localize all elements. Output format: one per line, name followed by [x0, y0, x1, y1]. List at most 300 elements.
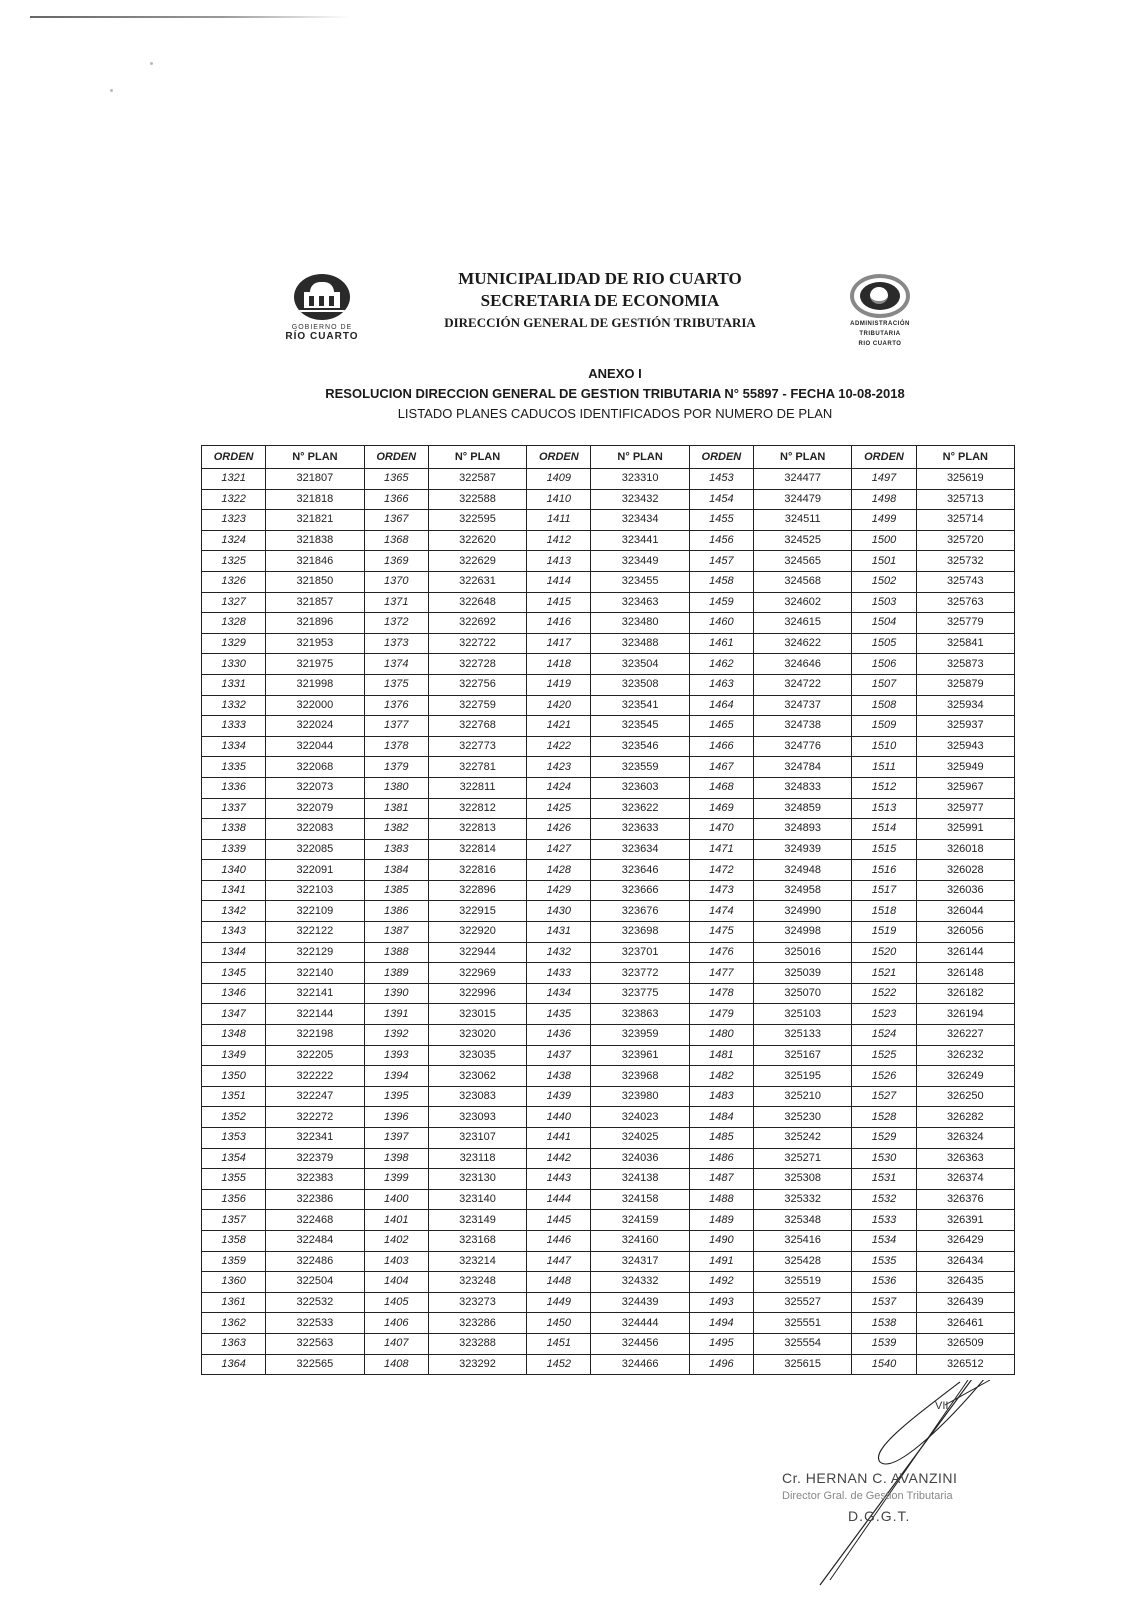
plan-number-cell: 322484	[266, 1230, 364, 1251]
plan-number-cell: 323118	[428, 1148, 526, 1169]
plan-number-cell: 324776	[754, 736, 852, 757]
orden-cell: 1513	[852, 798, 916, 819]
plan-number-cell: 326018	[916, 839, 1014, 860]
plan-number-cell: 324958	[754, 880, 852, 901]
plan-number-cell: 322773	[428, 736, 526, 757]
signature-mark: VII	[935, 1400, 949, 1412]
orden-cell: 1339	[202, 839, 266, 860]
orden-cell: 1467	[689, 757, 753, 778]
plan-number-cell: 325615	[754, 1354, 852, 1375]
plan-number-cell: 323545	[591, 716, 689, 737]
plan-number-cell: 321998	[266, 674, 364, 695]
orden-cell: 1352	[202, 1107, 266, 1128]
plan-number-cell: 322915	[428, 901, 526, 922]
table-row	[202, 1210, 1015, 1231]
orden-cell: 1376	[364, 695, 428, 716]
orden-cell: 1454	[689, 489, 753, 510]
plan-number-cell: 323035	[428, 1045, 526, 1066]
orden-cell: 1444	[527, 1189, 591, 1210]
orden-cell: 1469	[689, 798, 753, 819]
plan-number-cell: 322141	[266, 983, 364, 1004]
plan-number-cell: 326036	[916, 880, 1014, 901]
orden-cell: 1340	[202, 860, 266, 881]
plan-number-cell: 326374	[916, 1169, 1014, 1190]
orden-cell: 1364	[202, 1354, 266, 1375]
orden-cell: 1445	[527, 1210, 591, 1231]
plan-number-cell: 323863	[591, 1004, 689, 1025]
plan-number-cell: 325743	[916, 571, 1014, 592]
plan-number-cell: 323248	[428, 1272, 526, 1293]
orden-cell: 1415	[527, 592, 591, 613]
plan-number-cell: 323701	[591, 942, 689, 963]
table-row	[202, 983, 1015, 1004]
plan-number-cell: 322073	[266, 777, 364, 798]
orden-cell: 1389	[364, 963, 428, 984]
plan-number-cell: 324565	[754, 551, 852, 572]
plan-number-cell: 325271	[754, 1148, 852, 1169]
plan-number-cell: 322383	[266, 1169, 364, 1190]
orden-cell: 1451	[527, 1333, 591, 1354]
plan-number-cell: 323980	[591, 1086, 689, 1107]
orden-cell: 1351	[202, 1086, 266, 1107]
municipality-title: MUNICIPALIDAD DE RIO CUARTO	[458, 269, 742, 288]
plan-number-cell: 325332	[754, 1189, 852, 1210]
plan-number-cell: 324784	[754, 757, 852, 778]
table-row	[202, 1004, 1015, 1025]
plan-number-cell: 321818	[266, 489, 364, 510]
orden-cell: 1360	[202, 1272, 266, 1293]
orden-cell: 1345	[202, 963, 266, 984]
plan-number-cell: 323288	[428, 1333, 526, 1354]
orden-cell: 1358	[202, 1230, 266, 1251]
plan-number-cell: 323449	[591, 551, 689, 572]
orden-cell: 1429	[527, 880, 591, 901]
plan-number-cell: 326324	[916, 1128, 1014, 1149]
orden-cell: 1369	[364, 551, 428, 572]
orden-cell: 1427	[527, 839, 591, 860]
plan-number-cell: 325713	[916, 489, 1014, 510]
plan-number-cell: 324160	[591, 1230, 689, 1251]
plan-number-cell: 325133	[754, 1025, 852, 1046]
orden-cell: 1465	[689, 716, 753, 737]
plan-number-cell: 322768	[428, 716, 526, 737]
plan-number-cell: 325977	[916, 798, 1014, 819]
plan-number-cell: 322504	[266, 1272, 364, 1293]
plan-number-cell: 323698	[591, 922, 689, 943]
plan-number-cell: 325103	[754, 1004, 852, 1025]
logo-right-line2: TRIBUTARIA	[859, 331, 901, 337]
plan-number-cell: 324998	[754, 922, 852, 943]
orden-cell: 1426	[527, 819, 591, 840]
plan-number-cell: 322814	[428, 839, 526, 860]
plan-number-cell: 324622	[754, 633, 852, 654]
plan-number-cell: 324939	[754, 839, 852, 860]
orden-cell: 1344	[202, 942, 266, 963]
table-row	[202, 530, 1015, 551]
table-row	[202, 942, 1015, 963]
plan-number-cell: 324158	[591, 1189, 689, 1210]
column-header-orden: ORDEN	[852, 446, 916, 469]
table-row	[202, 1189, 1015, 1210]
orden-cell: 1443	[527, 1169, 591, 1190]
orden-cell: 1372	[364, 613, 428, 634]
orden-cell: 1460	[689, 613, 753, 634]
plan-number-cell: 322532	[266, 1292, 364, 1313]
plan-number-cell: 324833	[754, 777, 852, 798]
orden-cell: 1435	[527, 1004, 591, 1025]
plan-number-cell: 322341	[266, 1128, 364, 1149]
scan-speck	[150, 62, 153, 65]
orden-cell: 1500	[852, 530, 916, 551]
plan-number-cell: 322044	[266, 736, 364, 757]
orden-cell: 1421	[527, 716, 591, 737]
table-row	[202, 571, 1015, 592]
plan-number-cell: 324990	[754, 901, 852, 922]
orden-cell: 1521	[852, 963, 916, 984]
plan-number-cell: 322386	[266, 1189, 364, 1210]
orden-cell: 1509	[852, 716, 916, 737]
column-header-plan: N° PLAN	[916, 446, 1014, 469]
secretariat-title: SECRETARIA DE ECONOMIA	[480, 291, 720, 310]
orden-cell: 1362	[202, 1313, 266, 1334]
orden-cell: 1503	[852, 592, 916, 613]
orden-cell: 1459	[689, 592, 753, 613]
orden-cell: 1457	[689, 551, 753, 572]
scan-speck	[110, 89, 113, 92]
orden-cell: 1476	[689, 942, 753, 963]
plan-number-cell: 325873	[916, 654, 1014, 675]
orden-cell: 1361	[202, 1292, 266, 1313]
plan-number-cell: 324948	[754, 860, 852, 881]
plan-number-cell: 324602	[754, 592, 852, 613]
plan-number-cell: 322091	[266, 860, 364, 881]
plan-number-cell: 323961	[591, 1045, 689, 1066]
plan-number-cell: 323149	[428, 1210, 526, 1231]
orden-cell: 1322	[202, 489, 266, 510]
plan-number-cell: 325242	[754, 1128, 852, 1149]
plan-number-cell: 325619	[916, 469, 1014, 490]
table-row	[202, 757, 1015, 778]
plan-number-cell: 326028	[916, 860, 1014, 881]
plan-number-cell: 323093	[428, 1107, 526, 1128]
plan-number-cell: 322816	[428, 860, 526, 881]
plan-number-cell: 323310	[591, 469, 689, 490]
plan-number-cell: 325527	[754, 1292, 852, 1313]
orden-cell: 1408	[364, 1354, 428, 1375]
plan-number-cell: 322144	[266, 1004, 364, 1025]
plan-number-cell: 323107	[428, 1128, 526, 1149]
plan-number-cell: 325308	[754, 1169, 852, 1190]
orden-cell: 1390	[364, 983, 428, 1004]
plan-number-cell: 324525	[754, 530, 852, 551]
orden-cell: 1462	[689, 654, 753, 675]
plan-number-cell: 325967	[916, 777, 1014, 798]
orden-cell: 1423	[527, 757, 591, 778]
orden-cell: 1475	[689, 922, 753, 943]
orden-cell: 1522	[852, 983, 916, 1004]
plan-number-cell: 325070	[754, 983, 852, 1004]
plan-number-cell: 322728	[428, 654, 526, 675]
orden-cell: 1416	[527, 613, 591, 634]
plan-number-cell: 322813	[428, 819, 526, 840]
orden-cell: 1524	[852, 1025, 916, 1046]
plan-number-cell: 325937	[916, 716, 1014, 737]
orden-cell: 1485	[689, 1128, 753, 1149]
plan-number-cell: 323432	[591, 489, 689, 510]
orden-cell: 1466	[689, 736, 753, 757]
orden-cell: 1347	[202, 1004, 266, 1025]
orden-cell: 1477	[689, 963, 753, 984]
plan-number-cell: 322969	[428, 963, 526, 984]
plan-number-cell: 322756	[428, 674, 526, 695]
orden-cell: 1420	[527, 695, 591, 716]
orden-cell: 1399	[364, 1169, 428, 1190]
plan-number-cell: 324615	[754, 613, 852, 634]
plan-number-cell: 321838	[266, 530, 364, 551]
plan-number-cell: 326429	[916, 1230, 1014, 1251]
orden-cell: 1540	[852, 1354, 916, 1375]
orden-cell: 1507	[852, 674, 916, 695]
plan-number-cell: 323273	[428, 1292, 526, 1313]
orden-cell: 1499	[852, 510, 916, 531]
orden-cell: 1480	[689, 1025, 753, 1046]
table-row	[202, 963, 1015, 984]
orden-cell: 1384	[364, 860, 428, 881]
plan-number-cell: 323083	[428, 1086, 526, 1107]
orden-cell: 1430	[527, 901, 591, 922]
column-header-orden: ORDEN	[527, 446, 591, 469]
orden-cell: 1504	[852, 613, 916, 634]
table-row	[202, 1107, 1015, 1128]
plan-number-cell: 323455	[591, 571, 689, 592]
orden-cell: 1453	[689, 469, 753, 490]
orden-cell: 1378	[364, 736, 428, 757]
orden-cell: 1529	[852, 1128, 916, 1149]
orden-cell: 1328	[202, 613, 266, 634]
orden-cell: 1512	[852, 777, 916, 798]
plan-number-cell: 322129	[266, 942, 364, 963]
plan-number-cell: 325991	[916, 819, 1014, 840]
plan-number-cell: 323062	[428, 1066, 526, 1087]
orden-cell: 1506	[852, 654, 916, 675]
plan-number-cell: 322996	[428, 983, 526, 1004]
plan-number-cell: 326509	[916, 1333, 1014, 1354]
plan-number-cell: 322563	[266, 1333, 364, 1354]
orden-cell: 1396	[364, 1107, 428, 1128]
orden-cell: 1486	[689, 1148, 753, 1169]
plan-number-cell: 323546	[591, 736, 689, 757]
table-row	[202, 633, 1015, 654]
plan-number-cell: 326194	[916, 1004, 1014, 1025]
orden-cell: 1502	[852, 571, 916, 592]
table-row	[202, 736, 1015, 757]
annex-heading	[200, 364, 1030, 424]
orden-cell: 1481	[689, 1045, 753, 1066]
plan-number-cell: 326363	[916, 1148, 1014, 1169]
orden-cell: 1359	[202, 1251, 266, 1272]
orden-cell: 1326	[202, 571, 266, 592]
plan-number-cell: 322486	[266, 1251, 364, 1272]
tax-admin-emblem-icon	[850, 274, 910, 318]
orden-cell: 1527	[852, 1086, 916, 1107]
orden-cell: 1487	[689, 1169, 753, 1190]
plan-number-cell: 324859	[754, 798, 852, 819]
plan-number-cell: 323508	[591, 674, 689, 695]
orden-cell: 1442	[527, 1148, 591, 1169]
plan-number-cell: 326282	[916, 1107, 1014, 1128]
orden-cell: 1409	[527, 469, 591, 490]
plan-number-cell: 325841	[916, 633, 1014, 654]
directorate-title: DIRECCIÓN GENERAL DE GESTIÓN TRIBUTARIA	[444, 315, 756, 330]
table-header-row	[202, 446, 1015, 469]
plan-number-cell: 322759	[428, 695, 526, 716]
plan-number-cell: 322000	[266, 695, 364, 716]
plan-number-cell: 321975	[266, 654, 364, 675]
plan-number-cell: 323968	[591, 1066, 689, 1087]
plan-number-cell: 326376	[916, 1189, 1014, 1210]
orden-cell: 1412	[527, 530, 591, 551]
plan-number-cell: 325554	[754, 1333, 852, 1354]
orden-cell: 1354	[202, 1148, 266, 1169]
plan-number-cell: 322198	[266, 1025, 364, 1046]
plan-number-cell: 323140	[428, 1189, 526, 1210]
orden-cell: 1355	[202, 1169, 266, 1190]
plan-number-cell: 324025	[591, 1128, 689, 1149]
orden-cell: 1341	[202, 880, 266, 901]
plan-number-cell: 323130	[428, 1169, 526, 1190]
plan-number-cell: 322812	[428, 798, 526, 819]
orden-cell: 1439	[527, 1086, 591, 1107]
plan-number-cell: 322222	[266, 1066, 364, 1087]
logo-right-line1: ADMINISTRACIÓN	[850, 321, 910, 327]
column-header-plan: N° PLAN	[591, 446, 689, 469]
table-body	[202, 469, 1015, 1375]
plan-number-cell: 324444	[591, 1313, 689, 1334]
orden-cell: 1437	[527, 1045, 591, 1066]
orden-cell: 1366	[364, 489, 428, 510]
plan-number-cell: 322692	[428, 613, 526, 634]
orden-cell: 1523	[852, 1004, 916, 1025]
plan-number-cell: 323622	[591, 798, 689, 819]
orden-cell: 1321	[202, 469, 266, 490]
plan-number-cell: 322103	[266, 880, 364, 901]
plan-number-cell: 321857	[266, 592, 364, 613]
plan-number-cell: 326439	[916, 1292, 1014, 1313]
table-row	[202, 510, 1015, 531]
orden-cell: 1349	[202, 1045, 266, 1066]
plan-number-cell: 324479	[754, 489, 852, 510]
column-header-plan: N° PLAN	[266, 446, 364, 469]
orden-cell: 1371	[364, 592, 428, 613]
plan-number-cell: 322140	[266, 963, 364, 984]
orden-cell: 1398	[364, 1148, 428, 1169]
plan-number-cell: 323676	[591, 901, 689, 922]
orden-cell: 1536	[852, 1272, 916, 1293]
plan-number-cell: 323541	[591, 695, 689, 716]
orden-cell: 1404	[364, 1272, 428, 1293]
orden-cell: 1471	[689, 839, 753, 860]
table-row	[202, 839, 1015, 860]
administracion-tributaria-logo	[835, 274, 925, 348]
plan-number-cell: 326148	[916, 963, 1014, 984]
plan-number-cell: 323959	[591, 1025, 689, 1046]
plan-number-cell: 325934	[916, 695, 1014, 716]
table-row	[202, 469, 1015, 490]
orden-cell: 1535	[852, 1251, 916, 1272]
orden-cell: 1530	[852, 1148, 916, 1169]
column-header-orden: ORDEN	[202, 446, 266, 469]
orden-cell: 1526	[852, 1066, 916, 1087]
table-row	[202, 716, 1015, 737]
plan-number-cell: 325720	[916, 530, 1014, 551]
orden-cell: 1346	[202, 983, 266, 1004]
orden-cell: 1538	[852, 1313, 916, 1334]
orden-cell: 1452	[527, 1354, 591, 1375]
plan-number-cell: 325879	[916, 674, 1014, 695]
table-row	[202, 674, 1015, 695]
plan-number-cell: 325230	[754, 1107, 852, 1128]
letterhead-titles	[380, 268, 820, 334]
plan-number-cell: 323286	[428, 1313, 526, 1334]
plan-number-cell: 326435	[916, 1272, 1014, 1293]
plan-number-cell: 326227	[916, 1025, 1014, 1046]
orden-cell: 1380	[364, 777, 428, 798]
signatory-name: Cr. HERNAN C. AVANZINI	[782, 1470, 958, 1486]
orden-cell: 1323	[202, 510, 266, 531]
orden-cell: 1422	[527, 736, 591, 757]
orden-cell: 1424	[527, 777, 591, 798]
plan-number-cell: 323015	[428, 1004, 526, 1025]
plan-number-cell: 322083	[266, 819, 364, 840]
orden-cell: 1334	[202, 736, 266, 757]
orden-cell: 1493	[689, 1292, 753, 1313]
table-row	[202, 1272, 1015, 1293]
plan-number-cell: 324646	[754, 654, 852, 675]
orden-cell: 1402	[364, 1230, 428, 1251]
logo-left-line2: RÍO CUARTO	[285, 331, 359, 342]
orden-cell: 1484	[689, 1107, 753, 1128]
list-subtitle: LISTADO PLANES CADUCOS IDENTIFICADOS POR NUMERO DE PLAN	[397, 406, 833, 421]
orden-cell: 1386	[364, 901, 428, 922]
orden-cell: 1365	[364, 469, 428, 490]
orden-cell: 1482	[689, 1066, 753, 1087]
resolution-title: RESOLUCION DIRECCION GENERAL DE GESTION TRIBUTARIA N° 55897 - FECHA 10-08-2018	[325, 386, 905, 401]
plan-number-cell: 323488	[591, 633, 689, 654]
plan-number-cell: 321953	[266, 633, 364, 654]
orden-cell: 1494	[689, 1313, 753, 1334]
table-row	[202, 654, 1015, 675]
orden-cell: 1440	[527, 1107, 591, 1128]
orden-cell: 1456	[689, 530, 753, 551]
table-row	[202, 1354, 1015, 1375]
plan-number-cell: 323504	[591, 654, 689, 675]
orden-cell: 1382	[364, 819, 428, 840]
plan-number-cell: 325428	[754, 1251, 852, 1272]
plan-number-cell: 324023	[591, 1107, 689, 1128]
plan-number-cell: 324456	[591, 1333, 689, 1354]
signatory-role: Director Gral. de Gestion Tributaria	[782, 1490, 953, 1502]
orden-cell: 1492	[689, 1272, 753, 1293]
orden-cell: 1397	[364, 1128, 428, 1149]
orden-cell: 1405	[364, 1292, 428, 1313]
orden-cell: 1525	[852, 1045, 916, 1066]
table-row	[202, 1086, 1015, 1107]
plan-number-cell: 326461	[916, 1313, 1014, 1334]
table-row	[202, 901, 1015, 922]
signature-block	[760, 1380, 1030, 1590]
orden-cell: 1329	[202, 633, 266, 654]
orden-cell: 1377	[364, 716, 428, 737]
